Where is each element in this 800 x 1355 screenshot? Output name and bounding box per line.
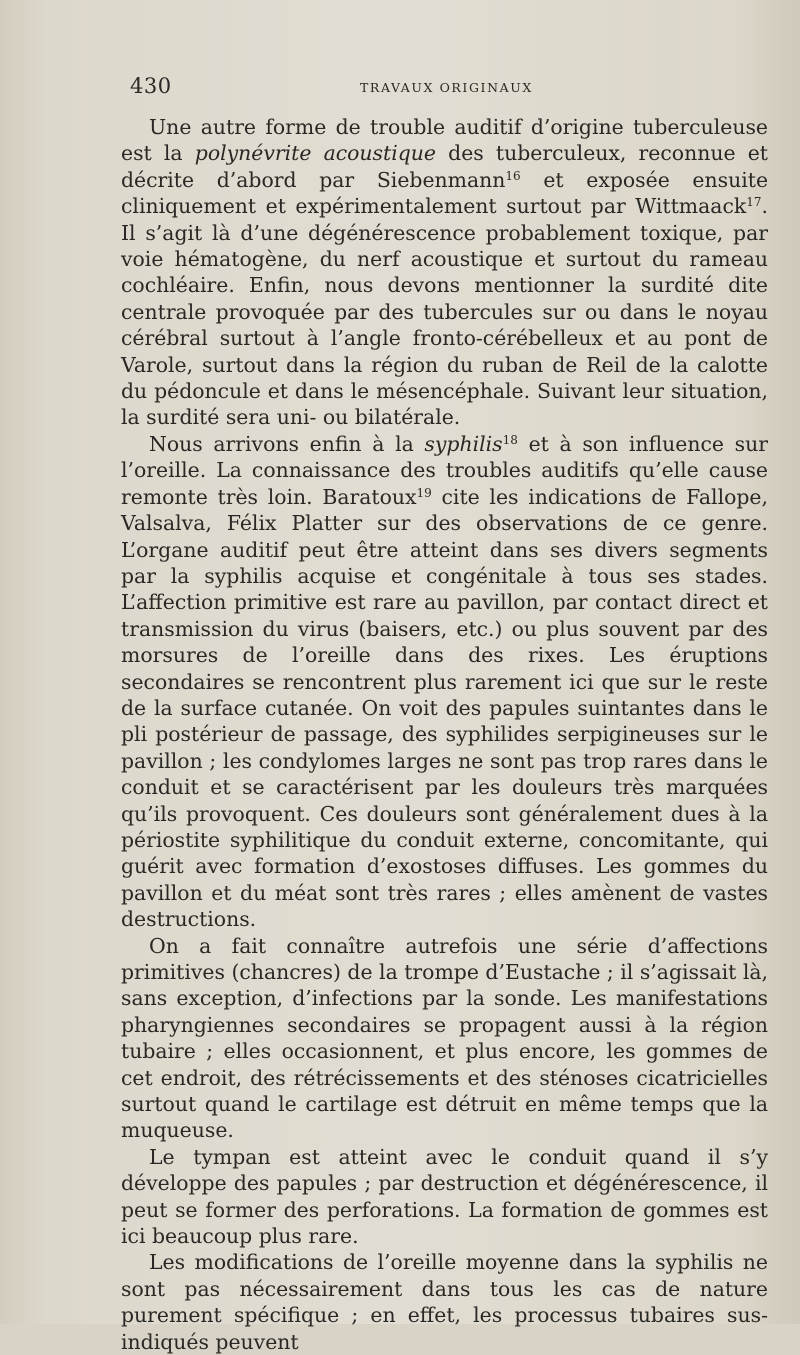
text-run: On a fait connaître autrefois une série d’affections primitives (chancres) de la trompe d’Eustache ; il s’agissait là, sans exception, d’infections par la sonde. Les manifestations pharyngiennes secondaires se propagent aussi à la région tubaire ; elles occasionnent, et plus encore, les gommes de cet endroit, des rétrécissements et des sténoses cicatricielles surtout quand le cartilage est détruit en même temps que la muqueuse. [121,933,768,1143]
body-text [121,114,768,1355]
running-head: TRAVAUX ORIGINAUX [360,80,533,95]
text-run: Nous arrivons enfin à la [149,431,425,456]
page-header [130,74,770,102]
footnote-ref: 18 [502,432,518,447]
text-run: Les modifications de l’oreille moyenne dans la syphilis ne sont pas nécessairement dans tous les cas de nature purement spécifique ; en effet, les processus tubaires sus-indiqués peuvent [121,1250,768,1354]
text-run: Le tympan est atteint avec le conduit quand il s’y développe des papules ; par destruction et dégénérescence, il peut se former des perforations. La formation de gommes est ici beaucoup plus rare. [121,1144,768,1249]
text-run: et à son influence sur l’oreille. La connaissance des troubles auditifs qu’elle cause remonte très loin. Baratoux [121,431,768,509]
text-run: des tuberculeux, reconnue et décrite d’abord par Siebenmann [121,141,768,192]
italic-term: syphilis [424,431,503,456]
paragraph-5 [121,1249,768,1355]
page-number: 430 [130,74,172,98]
paragraph-1 [121,114,768,431]
footnote-ref: 17 [746,195,762,210]
text-run: Une autre forme de trouble auditif d’origine tuberculeuse est la [121,115,768,166]
italic-term: polynévrite acoustique [194,141,436,166]
footnote-ref: 16 [505,168,521,183]
paragraph-3 [121,933,768,1144]
text-run: et exposée ensuite cliniquement et expérimentalement surtout par Wittmaack [121,167,769,219]
text-run: . Il s’agit là d’une dégénérescence probablement toxique, par voie hématogène, du nerf acoustique et surtout du rameau cochléaire. Enfin, nous devons mentionner la surdité dite centrale provoquée par des tubercules sur ou dans le noyau cérébral surtout à l’angle fronto-cérébelleux et au pont de Varole, surtout dans la région du ruban de Reil de la calotte du pédoncule et dans le mésencéphale. Suivant leur situation, la surdité sera uni- ou bilatérale. [121,194,768,430]
paragraph-4 [121,1144,768,1250]
text-run: cite les indications de Fallope, Valsalva, Félix Platter sur des observations de ce genre. L’organe auditif peut être atteint dans ses divers segments par la syphilis acquise et congénitale à tous ses stades. L’affection primitive est rare au pavillon, par contact direct et transmission du virus (baisers, etc.) ou plus souvent par des morsures de l’oreille dans des rixes. Les éruptions secondaires se rencontrent plus rarement ici que sur le reste de la surface cutanée. On voit des papules suintantes dans le pli postérieur de passage, des syphilides serpigineuses sur le pavillon ; les condylomes larges ne sont pas trop rares dans le conduit et se caractérisent par les douleurs très marquées qu’ils provoquent. Ces douleurs sont généralement dues à la périostite syphilitique du conduit externe, concomitante, qui guérit avec formation d’exostoses diffuses. Les gommes du pavillon et du méat sont très rares ; elles amènent de vastes destructions. [121,484,768,932]
paragraph-2 [121,431,768,933]
footnote-ref: 19 [416,485,432,500]
